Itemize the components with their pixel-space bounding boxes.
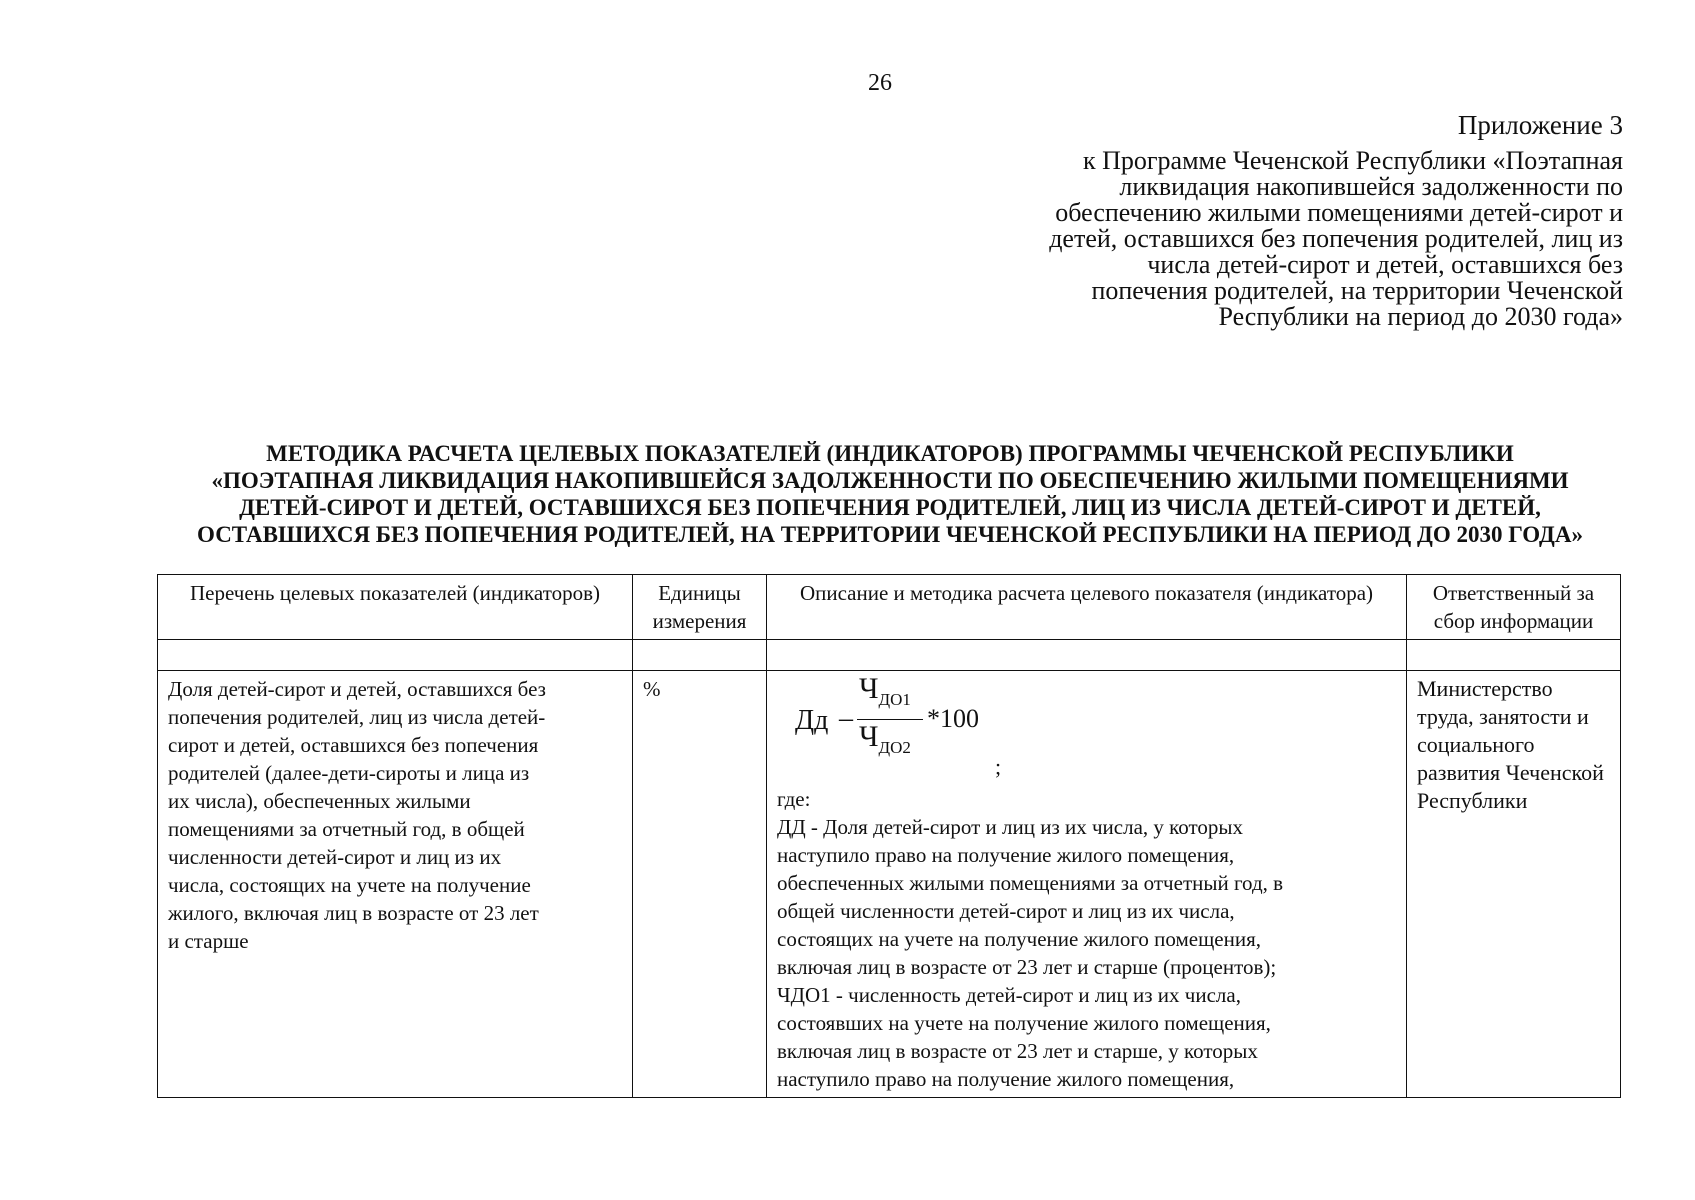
description-cell	[767, 671, 1407, 1098]
description-line: наступило право на получение жилого помещения,	[777, 843, 1235, 867]
description-line: включая лиц в возрасте от 23 лет и старше, у которых	[777, 1039, 1258, 1063]
indicator-line: родителей (далее-дети-сироты и лица из	[168, 761, 530, 785]
responsible-line: Чеченской	[1505, 760, 1604, 785]
description-line: обеспеченных жилыми помещениями за отчетный год, в	[777, 871, 1284, 895]
header-indicators: Перечень целевых показателей (индикаторов)	[158, 575, 633, 640]
responsible-line: Министерство	[1417, 676, 1553, 701]
header-description: Описание и методика расчета целевого показателя (индикатора)	[767, 575, 1407, 640]
indicator-line: их числа), обеспеченных жилыми	[168, 789, 471, 813]
description-line: ДД - Доля детей-сирот и лиц из их числа, у которых	[777, 815, 1244, 839]
unit-value: %	[643, 677, 661, 701]
blank-cell	[633, 640, 767, 671]
indicator-line: и старше	[168, 929, 249, 953]
heading-line: МЕТОДИКА РАСЧЕТА ЦЕЛЕВЫХ ПОКАЗАТЕЛЕЙ (ИНДИКАТОРОВ) ПРОГРАММЫ ЧЕЧЕНСКОЙ РЕСПУБЛИКИ	[266, 441, 1514, 466]
formula-denominator	[859, 720, 911, 762]
description-line: наступило право на получение жилого помещения,	[777, 1067, 1235, 1091]
blank-cell	[158, 640, 633, 671]
formula-denominator-symbol: Ч	[859, 720, 879, 753]
indicator-line: жилого, включая лиц в возрасте от 23 лет	[168, 901, 539, 925]
appendix-subtitle-line: числа детей-сирот и детей, оставшихся без	[1147, 250, 1623, 279]
heading-line: ОСТАВШИХСЯ БЕЗ ПОПЕЧЕНИЯ РОДИТЕЛЕЙ, НА ТЕРРИТОРИИ ЧЕЧЕНСКОЙ РЕСПУБЛИКИ НА ПЕРИОД ДО 2030 ГОДА»	[197, 522, 1583, 547]
formula-numerator-symbol: Ч	[859, 672, 879, 705]
appendix-subtitle-line: обеспечению жилыми помещениями детей-сирот и	[1055, 198, 1623, 227]
responsible-line: Республики	[1417, 788, 1528, 813]
table-blank-row	[158, 640, 1621, 671]
indicators-table	[157, 574, 1621, 1098]
description-line: ЧДО1 - численность детей-сирот и лиц из их числа,	[777, 983, 1241, 1007]
responsible-line: развития	[1417, 760, 1501, 785]
description-line: состоявших на учете на получение жилого помещения,	[777, 1011, 1271, 1035]
responsible-cell	[1407, 671, 1621, 1098]
formula-numerator-sub: ДО1	[878, 690, 911, 709]
appendix-subtitle-line: Республики на период до 2030 года»	[1218, 302, 1623, 331]
appendix-subtitle	[923, 148, 1623, 330]
responsible-line: труда, занятости	[1417, 704, 1572, 729]
formula-numerator	[859, 672, 911, 714]
page-number: 26	[868, 70, 892, 96]
description-line: где:	[777, 787, 811, 811]
table-row	[158, 671, 1621, 1098]
appendix-subtitle-line: к Программе Чеченской Республики «Поэтапная	[1082, 146, 1623, 175]
indicator-line: Доля детей-сирот и детей, оставшихся без	[168, 677, 546, 701]
formula-minus: –	[839, 703, 853, 734]
blank-cell	[767, 640, 1407, 671]
indicator-line: численности детей-сирот и лиц из их	[168, 845, 502, 869]
formula-result: Дд	[795, 705, 829, 736]
description-line: состоящих на учете на получение жилого помещения,	[777, 927, 1261, 951]
formula-semicolon: ;	[995, 754, 1002, 779]
appendix-subtitle-line: детей, оставшихся без попечения родителей, лиц из	[1049, 224, 1623, 253]
indicator-cell	[158, 671, 633, 1098]
document-heading	[150, 440, 1630, 548]
header-units: Единицы измерения	[633, 575, 767, 640]
description-line: общей численности детей-сирот и лиц из их числа,	[777, 899, 1235, 923]
indicator-line: сирот и детей, оставшихся без попечения	[168, 733, 539, 757]
appendix-title: Приложение 3	[1457, 110, 1623, 140]
unit-cell	[633, 671, 767, 1098]
formula	[777, 672, 1396, 785]
appendix-subtitle-line: ликвидация накопившейся задолженности по	[1119, 172, 1623, 201]
description-line: включая лиц в возрасте от 23 лет и старше (процентов);	[777, 955, 1277, 979]
formula-denominator-sub: ДО2	[878, 738, 911, 757]
heading-line: ДЕТЕЙ-СИРОТ И ДЕТЕЙ, ОСТАВШИХСЯ БЕЗ ПОПЕЧЕНИЯ РОДИТЕЛЕЙ, ЛИЦ ИЗ ЧИСЛА ДЕТЕЙ-СИРОТ И ДЕТЕЙ,	[239, 495, 1541, 520]
appendix-subtitle-line: попечения родителей, на территории Чеченской	[1091, 276, 1623, 305]
responsible-line: и социального	[1417, 704, 1589, 757]
heading-line: «ПОЭТАПНАЯ ЛИКВИДАЦИЯ НАКОПИВШЕЙСЯ ЗАДОЛЖЕННОСТИ ПО ОБЕСПЕЧЕНИЮ ЖИЛЫМИ ПОМЕЩЕНИЯМИ	[211, 468, 1569, 493]
indicator-line: помещениями за отчетный год, в общей	[168, 817, 525, 841]
indicator-line: попечения родителей, лиц из числа детей-	[168, 705, 546, 729]
indicator-line: числа, состоящих на учете на получение	[168, 873, 531, 897]
formula-multiplier: *100	[927, 704, 979, 733]
table-header-row	[158, 575, 1621, 640]
header-responsible: Ответственный за сбор информации	[1407, 575, 1621, 640]
blank-cell	[1407, 640, 1621, 671]
